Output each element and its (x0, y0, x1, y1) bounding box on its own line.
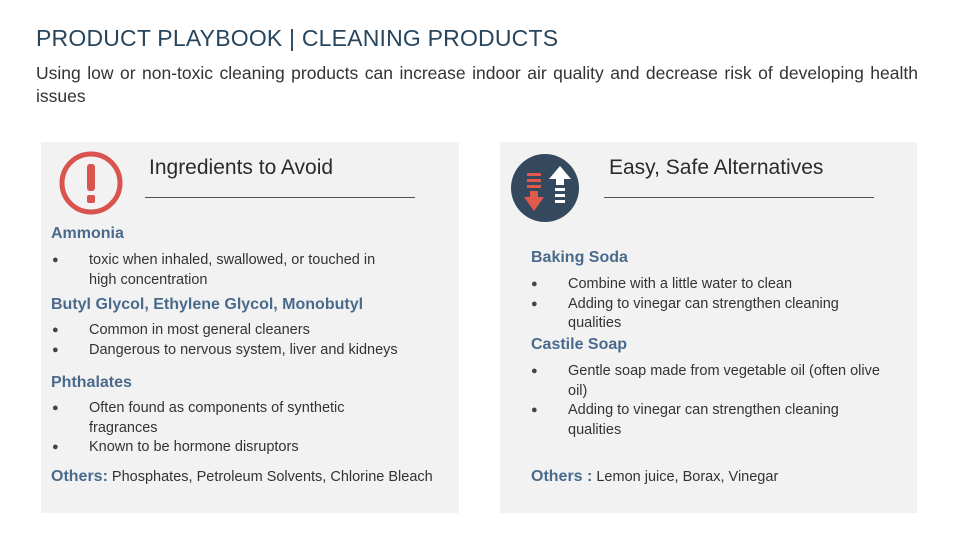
list-item: ● Dangerous to nervous system, liver and kidneys (52, 341, 452, 361)
list-item: ● Known to be hormone disruptors (52, 438, 382, 458)
list-item: ● toxic when inhaled, swallowed, or touched in high concentration (52, 251, 402, 290)
swap-arrows-icon (510, 153, 580, 223)
section-title-castile-soap: Castile Soap (531, 336, 628, 353)
baking-soda-list (531, 275, 881, 334)
glycols-list (52, 321, 452, 360)
section-title-baking-soda: Baking Soda (531, 249, 628, 266)
safe-alternatives-heading: Easy, Safe Alternatives (609, 156, 824, 179)
others-text: Phosphates, Petroleum Solvents, Chlorine Bleach (107, 469, 433, 485)
heading-divider (604, 197, 874, 198)
list-item: ● Gentle soap made from vegetable oil (often olive oil) (531, 362, 881, 401)
list-item: ● Often found as components of synthetic fragrances (52, 399, 382, 438)
ammonia-list (52, 251, 402, 290)
others-label: Others : (531, 468, 593, 485)
others-label: Others: (51, 468, 108, 485)
section-title-ammonia: Ammonia (51, 225, 124, 242)
others-avoid (51, 468, 433, 486)
others-text: Lemon juice, Borax, Vinegar (592, 469, 779, 485)
list-item: ● Common in most general cleaners (52, 321, 452, 341)
page-title: PRODUCT PLAYBOOK | CLEANING PRODUCTS (36, 25, 559, 51)
section-title-phthalates: Phthalates (51, 374, 132, 391)
ingredients-to-avoid-heading: Ingredients to Avoid (149, 156, 334, 179)
heading-divider (145, 197, 415, 198)
exclamation-circle-icon (56, 148, 126, 218)
list-item: ● Adding to vinegar can strengthen cleaning qualities (531, 401, 881, 440)
castile-soap-list (531, 362, 881, 440)
list-item: ● Combine with a little water to clean (531, 275, 881, 295)
phthalates-list (52, 399, 382, 458)
page-subtitle: Using low or non-toxic cleaning products can increase indoor air quality and decrease risk of developing health issues (36, 63, 918, 106)
others-alternatives (531, 468, 778, 486)
list-item: ● Adding to vinegar can strengthen cleaning qualities (531, 295, 881, 334)
section-title-glycols: Butyl Glycol, Ethylene Glycol, Monobutyl (51, 296, 364, 313)
